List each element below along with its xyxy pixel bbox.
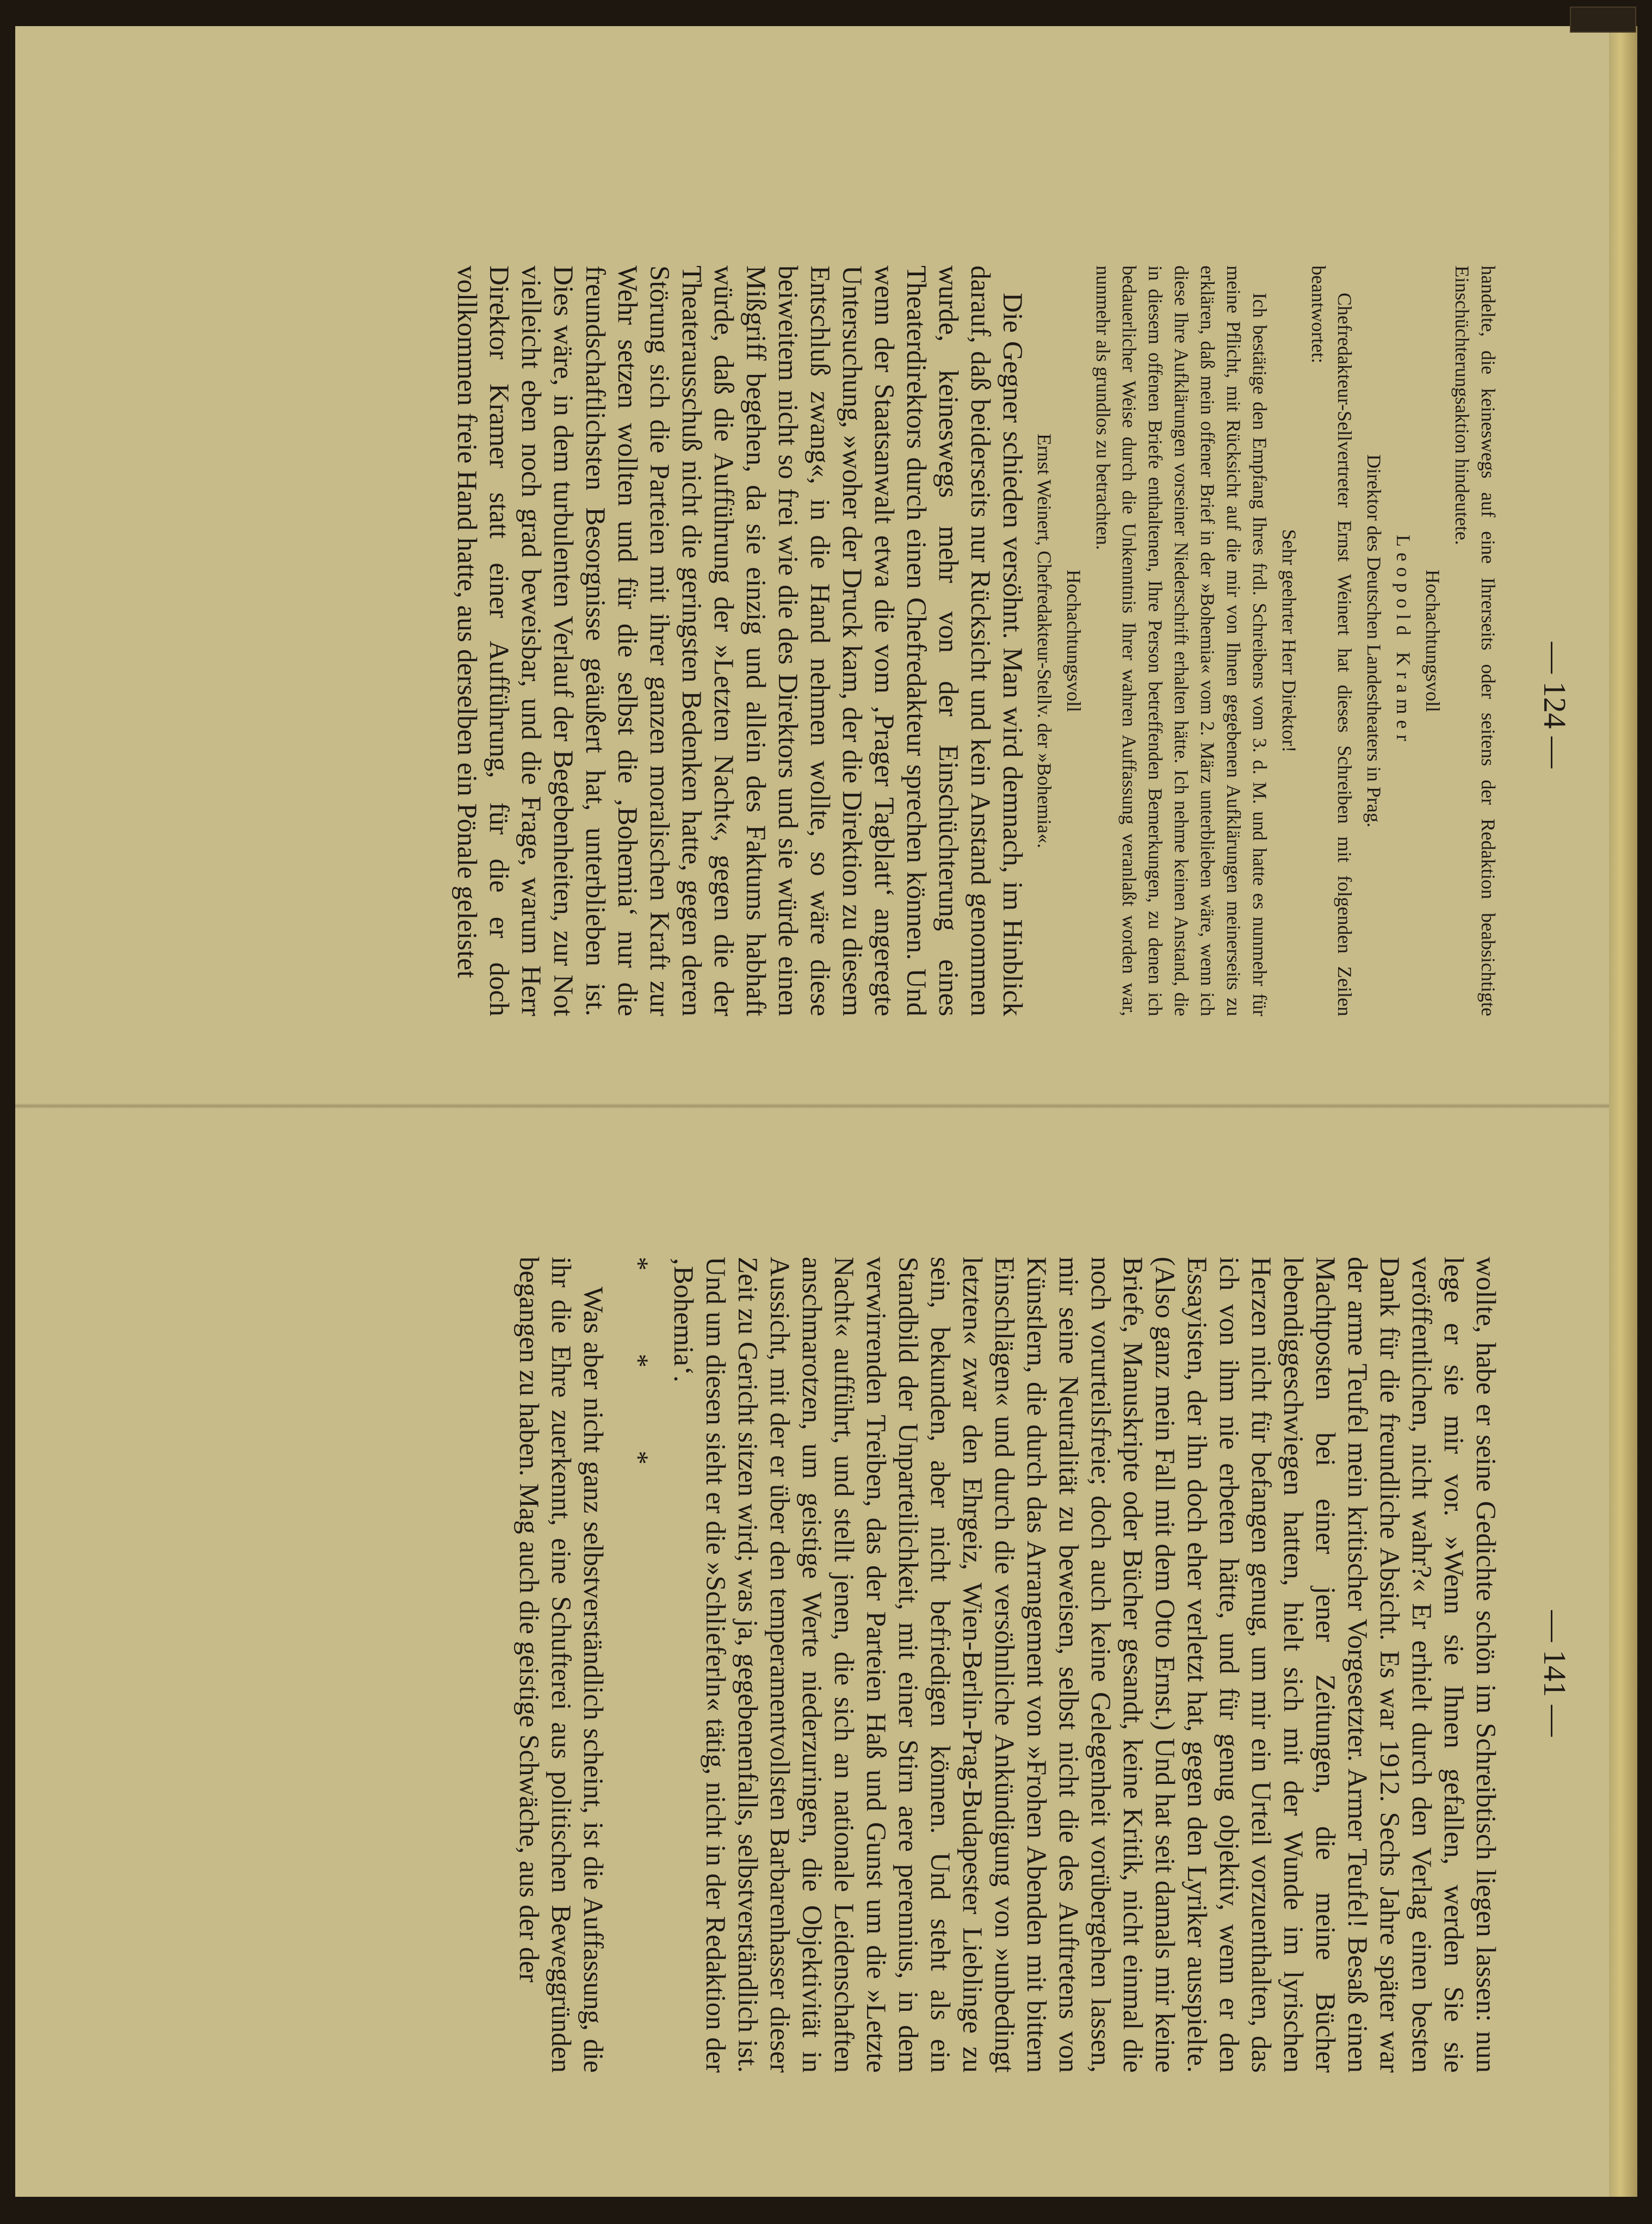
closing-1: Hochachtungsvoll xyxy=(1422,570,1444,712)
page-141 xyxy=(512,1257,1501,2073)
page-number-124: — 124 — xyxy=(1537,642,1573,768)
transition-text: Chefredakteur-Sellvertreter Ernst Weinert hat dieses Schreiben mit folgenden Zeilen beantwortet: xyxy=(1308,265,1356,1016)
section-divider: * * * xyxy=(623,1257,653,1503)
page-fold xyxy=(15,1103,1609,1109)
book-edge xyxy=(1609,26,1637,2197)
body-text-124: Die Gegner schieden versöhnt. Man wird demnach, im Hinblick darauf, daß beiderseits nur Rücksicht und kein Anstand genommen wurde, keineswegs mehr von der Einschüchterung eines Theaterdirektors durch einen Chefredakteur sprechen können. Und wenn der Staatsanwalt etwa die vom ‚Prager Tagblatt‘ angeregte Untersuchung, »woher der Druck kam, der die Direktion zu diesem Entschluß zwang«, in die Hand nehmen wollte, so wäre diese beiweitem nicht so frei wie die des Direktors und sie würde einen Mißgriff begehen, da sie einzig und allein des Faktums habhaft würde, daß die Aufführung der »Letzten Nacht«, gegen die der Theaterausschuß nicht die geringsten Bedenken hatte, gegen deren Störung sich die Parteien mit ihrer ganzen moralischen Kraft zur Wehr setzen wollten und für die selbst die ‚Bohemia‘ nur die freundschaftlichsten Besorgnisse geäußert hat, unterblieben ist. Dies wäre, in dem turbulenten Verlauf der Begebenheiten, zur Not vielleicht eben noch grad beweisbar, und die Frage, warum Herr Direktor Kramer statt einer Aufführung, für die er doch vollkommen freie Hand hatte, aus derselben ein Pönale geleistet xyxy=(451,265,1028,1016)
signature-kramer: Leopold Kramer xyxy=(1393,534,1414,747)
salutation: Sehr geehrter Herr Direktor! xyxy=(1278,529,1300,753)
signature-weinert: Ernst Weinert, Chefredakteur-Stellv. der »Bohemia«. xyxy=(1034,433,1055,849)
reply-letter: Ich bestätige den Empfang Ihres frdl. Schreibens vom 3. d. M. und hatte es nunmehr für meine Pflicht, mit Rücksicht auf die mir von Ihnen gegebenen Aufklärungen meinerseits zu erklären, daß mein offener Brief in der »Bohemia« vom 2. März unterblieben wäre, wenn ich diese Ihre Aufklärungen vorseiner Niederschrift erhalten hätte. Ich nehme keinen Anstand, die in diesem offenen Briefe enthaltenen, Ihre Person betreffenden Bemerkungen, zu denen ich bedauerlicher Weise durch die Unkenntnis Ihrer wahren Auffassung veranlaßt worden war, nunmehr als grundlos zu betrachten. xyxy=(1092,265,1271,1016)
closing-2: Hochachtungsvoll xyxy=(1063,570,1085,712)
body-text-141: wollte, habe er seine Gedichte schön im Schreibtisch liegen lassen: nun lege er sie mir vor. »Wenn sie Ihnen gefallen, werden Sie sie veröffentlichen, nicht wahr?« Er erhielt durch den Verlag einen besten Dank für die freundliche Absicht. Es war 1912. Sechs Jahre später war der arme Teufel mein kritischer Vorgesetzter. Armer Teufel! Besaß einen Machtposten bei einer jener Zeitungen, die meine Bücher lebendiggeschwiegen hatten, hielt sich mit der Wunde im lyrischen Herzen nicht für befangen genug, um mir ein Urteil vorzuenthalten, das ich von ihm nie erbeten hätte, und für genug objektiv, wenn er den Essayisten, der ihn doch eher verletzt hat, gegen den Lyriker ausspielte. (Also ganz mein Fall mit dem Otto Ernst.) Und hat seit damals mir keine Briefe, Manuskripte oder Bücher gesandt, keine Kritik, nicht einmal die noch vorurteilsfreie; doch auch keine Gelegenheit vorübergehen lassen, mir seine Neutralität zu beweisen, selbst nicht die des Auftretens von Künstlern, die durch das Arrangement von »Frohen Abenden mit bittern Einschlägen« und durch die versöhnliche Ankündigung von »unbedingt letzten« zwar den Ehrgeiz, Wien-Berlin-Prag-Budapester Lieblinge zu sein, bekunden, aber nicht befriedigen können. Und steht als ein Standbild der Unparteilichkeit, mit einer Stirn aere perennius, in dem verwirrenden Treiben, das der Parteien Haß und Gunst um die »Letzte Nacht« aufführt, und stellt jenen, die sich an nationale Leidenschaften anschmarotzen, um geistige Werte niederzuringen, die Objektivität in Aussicht, mit der er über den temperamentvollsten Barbarenhasser dieser Zeit zu Gericht sitzen wird; was ja, gegebenenfalls, selbstverständlich ist. Und um diesen sieht er die »Schlieferln« tätig, nicht in der Redaktion der ‚Bohemia‘. xyxy=(668,1257,1501,2073)
page-124 xyxy=(450,265,1501,1016)
body-text-141-continued: Was aber nicht ganz selbstverständlich scheint, ist die Auffassung, die ihr die Ehre zuerkennt, eine Schufterei aus politischen Beweggründen begangen zu haben. Mag auch die geistige Schwäche, aus der der xyxy=(513,1257,608,2073)
page-number-141: — 141 — xyxy=(1537,1610,1573,1737)
signature-kramer-title: Direktor des Deutschen Landestheaters in Prag. xyxy=(1363,454,1385,827)
letter-intro: handelte, die keineswegs auf eine Ihrerseits oder seitens der Redaktion beabsichtigte Einschüchterungsaktion hindeutete. xyxy=(1451,265,1499,1016)
archive-tab xyxy=(1570,7,1636,33)
